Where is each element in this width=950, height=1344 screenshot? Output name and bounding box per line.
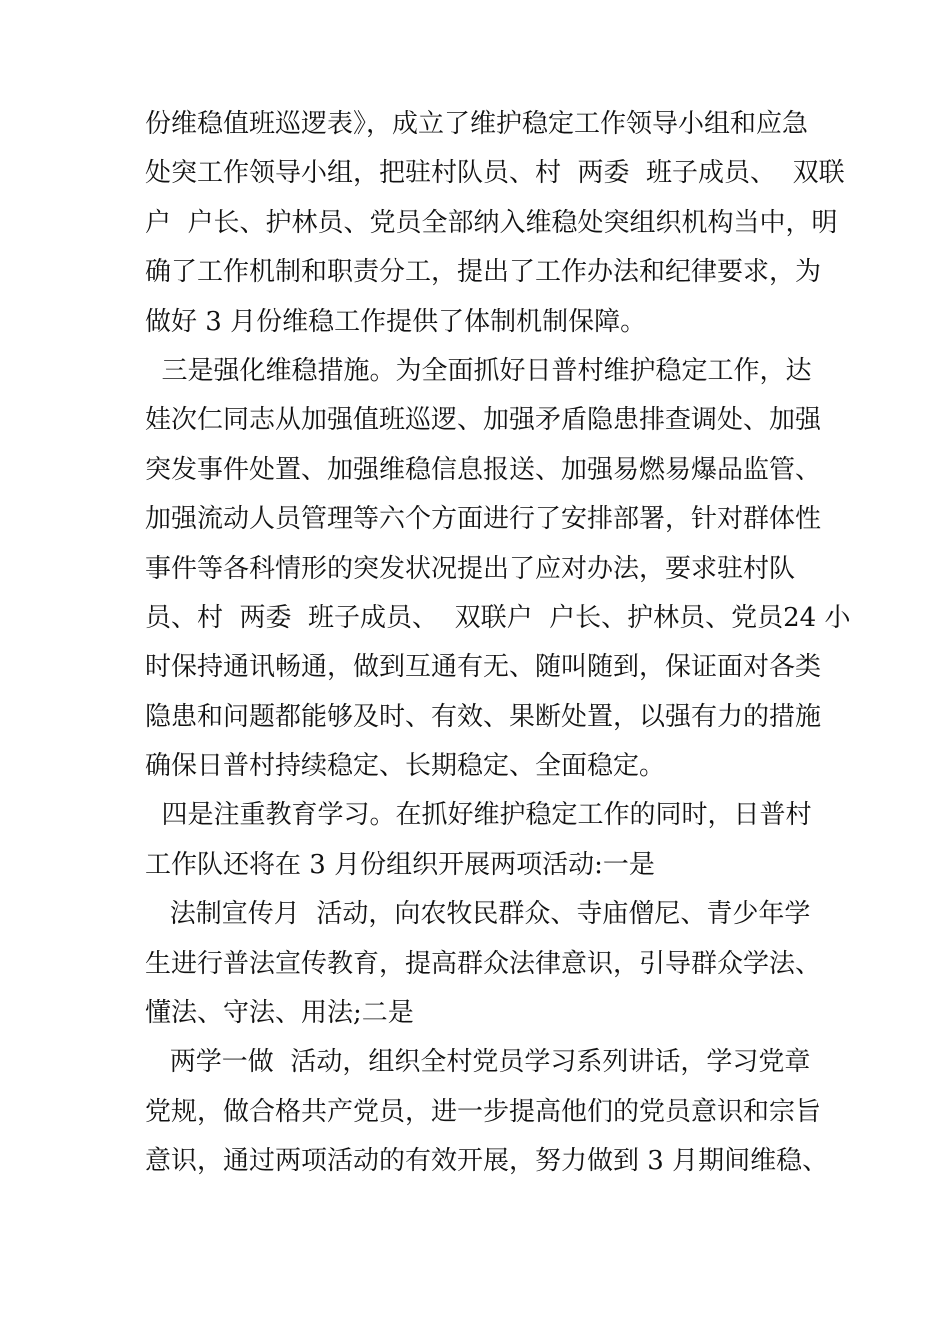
text-line: 意识，通过两项活动的有效开展，努力做到 3 月期间维稳、	[145, 1146, 829, 1177]
text-line: 加强流动人员管理等六个方面进行了安排部署，针对群体性	[145, 504, 822, 535]
text-line: 做好 3 月份维稳工作提供了体制机制保障。	[145, 306, 647, 337]
text-line: 隐患和问题都能够及时、有效、果断处置，以强有力的措施	[145, 701, 822, 732]
text-line: 生进行普法宣传教育，提高群众法律意识，引导群众学法、	[145, 948, 822, 979]
text-line: 党规，做合格共产党员，进一步提高他们的党员意识和宗旨	[145, 1096, 822, 1127]
body-text	[145, 100, 851, 1187]
text-line: 娃次仁同志从加强值班巡逻、加强矛盾隐患排查调处、加强	[145, 405, 822, 436]
text-line: 工作队还将在 3 月份组织开展两项活动:一是	[145, 849, 655, 880]
text-line: 法制宣传月 活动，向农牧民群众、寺庙僧尼、青少年学	[145, 899, 811, 930]
text-line: 三是强化维稳措施。为全面抓好日普村维护稳定工作，达	[145, 355, 812, 386]
text-line: 员、村 两委 班子成员、 双联户 户长、护林员、党员24 小	[145, 602, 851, 633]
text-line: 突发事件处置、加强维稳信息报送、加强易燃易爆品监管、	[145, 454, 822, 485]
text-line: 四是注重教育学习。在抓好维护稳定工作的同时，日普村	[145, 800, 812, 831]
text-line: 份维稳值班巡逻表》，成立了维护稳定工作领导小组和应急	[145, 109, 809, 139]
text-line: 户 户长、护林员、党员全部纳入维稳处突组织机构当中，明	[145, 207, 838, 238]
text-line: 两学一做 活动，组织全村党员学习系列讲话，学习党章	[145, 1047, 811, 1078]
text-line: 确了工作机制和职责分工，提出了工作办法和纪律要求，为	[145, 257, 822, 288]
text-line: 处突工作领导小组，把驻村队员、村 两委 班子成员、 双联	[145, 158, 845, 189]
text-line: 时保持通讯畅通，做到互通有无、随叫随到，保证面对各类	[145, 652, 822, 683]
text-line: 懂法、守法、用法;二是	[145, 998, 414, 1029]
text-line: 事件等各科情形的突发状况提出了应对办法，要求驻村队	[145, 553, 796, 584]
text-line: 确保日普村持续稳定、长期稳定、全面稳定。	[145, 751, 666, 782]
